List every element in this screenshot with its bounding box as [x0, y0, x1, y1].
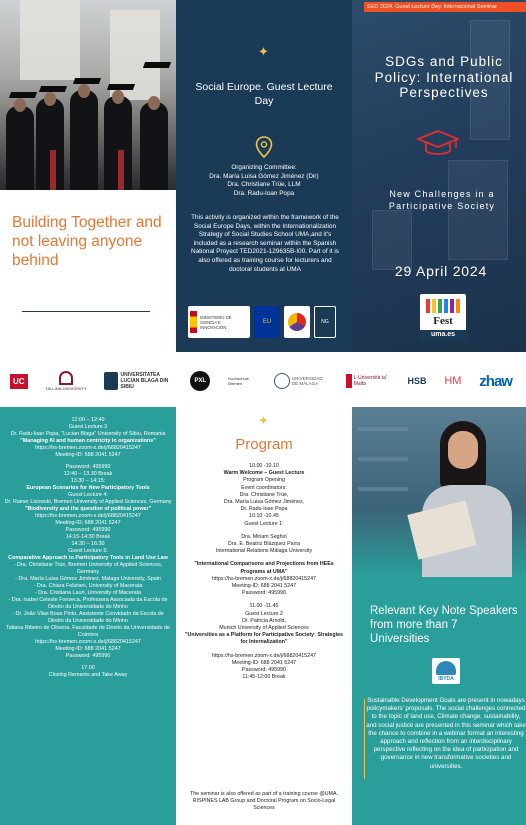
program-line: Password: 495990: [242, 667, 286, 674]
program-line: Dra. Christiane Trüe,: [239, 491, 289, 498]
program-line: European Scenarios for New Participatory Tools: [26, 485, 150, 491]
program-line: 12:40 – 13.30 Break: [63, 471, 113, 477]
uma-logo: uma.es: [420, 330, 466, 340]
graduation-cap-icon: [416, 128, 460, 158]
program-line: "Universities as a Platform for Participative Society: Strategies for Internalization": [185, 632, 343, 646]
organizer: Dra. Radu-Ioan Popa: [233, 189, 295, 197]
program-line: Closing Remarks and Take Away: [48, 672, 128, 678]
bottom-section: [0, 407, 526, 825]
program-line: Dr. Patricia Arnold,: [242, 617, 286, 624]
program-line: 12:00 – 12:40: [71, 417, 105, 423]
program-column: [176, 407, 352, 825]
tallinn-university-logo: TALLINN UNIVERSITY: [45, 371, 86, 391]
program-line: - Dra. Christiane Trüe, Bremen University of Applied Sciences, Germany: [13, 562, 163, 575]
lucian-blaga-university-logo: UNIVERSITATEA LUCIAN BLAGA DIN SIBIU: [104, 372, 172, 390]
location-pin-icon: [254, 136, 274, 158]
top-section: [0, 0, 526, 355]
program-line: Guest Lecture 3: [68, 424, 108, 430]
university-of-malta-logo: L-Università ta' Malta: [346, 374, 390, 388]
program-line: Dr. Radu-Ioan Popa: [240, 506, 288, 513]
ibyda-logo: IBYDA: [432, 658, 460, 684]
universidad-de-malaga-logo: UNIVERSIDAD DE MÁLAGA: [274, 373, 328, 389]
program-line: Password: 495990: [65, 653, 111, 659]
ministry-logo: MINISTERIO DE CIENCIA E INNOVACIÓN: [188, 306, 250, 338]
program-line: Comparative Approach to Participatory Tools in Land Use Law: [8, 555, 168, 561]
partner-logos: [0, 355, 526, 407]
program-line: 13.30 – 14:15:: [70, 478, 106, 484]
activity-description: This activity is organized within the framework of the Social Europe Days, within the Internationalization Strategy of Social Studies School UMA,and it's included as a research seminar within the Spanish National Proyect TED2021-129635B-I00. Part of it is also offered as training course for lecturers and doctoral students at UMA: [190, 214, 339, 273]
hm-logo: HM: [444, 375, 462, 387]
program-line: 14:15-14:30 Break: [65, 534, 111, 540]
program-line: 11.00 -11.45: [249, 603, 279, 610]
program-line: Guest Lecture 2: [245, 610, 283, 617]
program-line: Guest Lecture 1:: [244, 520, 284, 527]
organizer: Dra. Christiane Trüe, LLM: [227, 181, 301, 189]
program-line: Dr. Rainer Lisowski, Bremen University of Applied Sciences, Germany: [4, 499, 172, 505]
program-line: Dra. E. Beatriz Blázquez Parra: [227, 541, 301, 548]
event-tag: SED 2024. Guest Lecture Day. Internacional Seminar: [364, 2, 526, 12]
afternoon-program: [0, 407, 176, 825]
program-line: Password: 495990: [65, 464, 111, 470]
uc-logo: UC: [10, 374, 28, 389]
accent-line: [364, 699, 365, 779]
program-line: Password: 495990: [65, 527, 111, 533]
lecture-day-title: Social Europe. Guest Lecture Day: [195, 81, 333, 107]
eu-flag-logo: EU: [254, 306, 280, 338]
next-generation-logo: NG: [314, 306, 336, 338]
funding-logos: [188, 304, 340, 340]
event-title: SDGs and Public Policy: International Perspectives: [374, 54, 514, 100]
program-line: Meeting-ID: 688 2041 5247: [55, 452, 121, 458]
program-line: Meeting-ID: 688 2041 5247: [231, 659, 297, 666]
program-line: Warm Welcome – Guest Lecture: [223, 470, 305, 477]
program-line: Meeting-ID: 688 2041 5247: [55, 646, 121, 652]
program-line: - Dra. María Luisa Gómez Jiménez, Malaga University, Spain: [15, 576, 161, 582]
program-line: Dra. Miriam Seghiri: [241, 533, 287, 540]
program-line: Munich University of Applied Sciences: [219, 625, 309, 632]
zhaw-logo: zhaw: [479, 372, 512, 390]
organizing-label: Organizing Committee:: [231, 164, 297, 171]
graduates-photo: [0, 0, 176, 190]
program-line[interactable]: https://hs-bremen.zoom-x.de/j/68820415247: [212, 652, 316, 659]
program-line[interactable]: https://hs-bremen.zoom-x.de/j/68820415247: [35, 639, 141, 645]
program-line: - Dra. Isabel Celeste Fonseca, Professora Associada da Escola de Direito da Universidade do Minho: [8, 597, 168, 610]
keynote-title: Relevant Key Note Speakers from more than 7 Universities: [370, 605, 518, 645]
seminar-note: The seminar is also offered as part of a training course @UMA. RISPINES LAB Group and Doctoral Program on Socio-Legal Sciences: [189, 791, 339, 811]
program-line: Guest Lecture 4:: [68, 492, 108, 498]
keynote-description: Sustainable Development Goals are present in nowadays policymakers' proposals. The social challenges connected to the topic of land use, Climate change, sustainability, and social justice are presented in this seminar which take the chance to combine in a webinar format an interesting approach and reflection from an interdisciplinary perspective reflecting on the idea of participation and governance in new transformative societies and universities.: [366, 697, 526, 770]
program-line[interactable]: https://hs-bremen.zoom-x.de/j/68820415247: [35, 445, 141, 451]
program-line: Dr. Radu-Ioan Popa, "Lucian Blaga" University of Sibiu, Romania: [10, 431, 166, 437]
student-photo: [352, 407, 526, 577]
program-line: 14.30 – 16:30: [71, 541, 105, 547]
program-line: "Managing AI and human centricity in organizations": [20, 438, 156, 444]
program-line: International Relations Málaga University: [215, 548, 313, 555]
program-line: Meeting-ID: 688 2041 5247: [55, 520, 121, 526]
info-panel: [176, 0, 352, 352]
program-line[interactable]: https://hs-bremen.zoom-x.de/j/68820415247: [35, 513, 141, 519]
program-line: 11:45-12:00 Break: [242, 674, 286, 681]
star-icon: ✦: [258, 413, 269, 428]
program-line: - Dr. João Vilas Boas Pinto, Assistente Convidado da Escola de Direito da Universidade do Minho: [12, 611, 164, 624]
organizer: Dra. María Luisa Gómez Jiménez (Dir): [209, 172, 319, 180]
program-line: Dra. María Luisa Gómez Jiménez,: [223, 499, 305, 506]
program-line: - Dra. Chiara Feliziani, University of Macerata: [33, 583, 143, 589]
title-panel: [352, 0, 526, 352]
program-line: Meeting-ID: 688 2041 5247: [231, 583, 297, 590]
slogan: Building Together and not leaving anyone behind: [12, 214, 162, 269]
program-line: - Dra. Cristiana Lauri, University of Macerata: [34, 590, 142, 596]
program-line: Guest Lecture 5:: [68, 548, 108, 554]
program-line: Tatiana Ribeiro de Oliveira, Faculdade de Direito da Universidade de Coimbra: [6, 625, 170, 638]
star-icon: ✦: [258, 44, 269, 59]
fest-logo: Fest uma.es: [420, 294, 466, 340]
event-date: 29 April 2024: [394, 263, 488, 279]
keynote-panel: [352, 407, 526, 825]
pxl-logo: PXL: [190, 371, 210, 391]
event-subtitle: New Challenges in a Participative Society: [388, 189, 496, 211]
divider: [22, 311, 150, 312]
program-line: Program Opening: [243, 477, 285, 484]
program-line: Password: 495990: [242, 590, 286, 597]
program-line: 10.00 -10.10: [249, 463, 279, 469]
program-line: 10.10 -10.45: [249, 513, 279, 520]
program-line[interactable]: https://hs-bremen.zoom-x.de/j/68820415247: [212, 575, 316, 582]
aei-logo: [284, 306, 310, 338]
program-line: "Biodiversity and the question of political power": [24, 506, 152, 512]
organizing-committee: [182, 164, 346, 198]
program-line: Event coordinators:: [241, 484, 287, 491]
hochschule-bremen-logo: Hochschule Bremen: [228, 376, 249, 386]
program-line: "International Comparisons and Projections from HEEs Programs at UMA": [194, 561, 334, 575]
hsb-logo: HSB: [407, 376, 427, 386]
program-title: Program: [235, 436, 293, 453]
program-line: 17.00: [81, 665, 95, 671]
morning-program: [184, 463, 344, 681]
